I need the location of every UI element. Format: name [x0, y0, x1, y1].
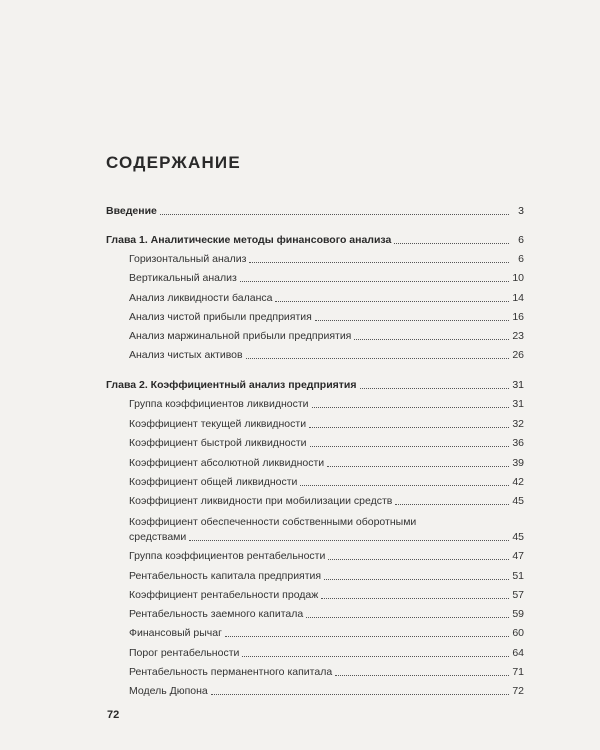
toc-entry-page: 47 — [512, 550, 524, 562]
toc-entry[interactable] — [129, 292, 524, 305]
dot-leader — [321, 598, 509, 599]
toc-entry-page: 45 — [512, 531, 524, 543]
toc-entry[interactable] — [129, 550, 524, 563]
toc-entry[interactable] — [129, 418, 524, 431]
toc-entry-page: 23 — [512, 330, 524, 342]
toc-entry-page: 51 — [512, 570, 524, 582]
toc-entry[interactable] — [129, 666, 524, 679]
dot-leader — [275, 301, 509, 302]
toc-entry-page: 10 — [512, 272, 524, 284]
dot-leader — [249, 262, 509, 263]
toc-entry-page: 32 — [512, 418, 524, 430]
toc-entry[interactable] — [129, 570, 524, 583]
toc-entry-page: 57 — [512, 589, 524, 601]
toc-entry-title: Рентабельность капитала предприятия — [129, 570, 322, 582]
toc-entry-title: Порог рентабельности — [129, 647, 240, 659]
dot-leader — [160, 214, 509, 215]
toc-entry-wrapped[interactable] — [129, 531, 524, 544]
toc-entry[interactable] — [129, 457, 524, 470]
dot-leader — [354, 339, 509, 340]
toc-entry-page: 72 — [512, 685, 524, 697]
toc-entry[interactable] — [129, 647, 524, 660]
toc-chapter-2[interactable] — [106, 379, 524, 392]
toc-entry[interactable] — [129, 398, 524, 411]
dot-leader — [189, 540, 509, 541]
toc-entry-wrapped-line1[interactable]: Коэффициент обеспеченности собственными оборотными — [129, 516, 417, 528]
dot-leader — [315, 320, 509, 321]
toc-entry[interactable] — [129, 589, 524, 602]
toc-entry-title: Анализ ликвидности баланса — [129, 292, 273, 304]
toc-entry[interactable] — [129, 349, 524, 362]
toc-entry-page: 71 — [512, 666, 524, 678]
toc-entry[interactable] — [129, 476, 524, 489]
dot-leader — [306, 617, 509, 618]
toc-entry-page: 36 — [512, 437, 524, 449]
page-title: СОДЕРЖАНИЕ — [106, 153, 241, 172]
dot-leader — [242, 656, 509, 657]
toc-chapter-title: Глава 1. Аналитические методы финансового анализа — [106, 234, 392, 246]
dot-leader — [395, 504, 509, 505]
dot-leader — [309, 427, 509, 428]
toc-entry[interactable] — [129, 495, 524, 508]
toc-entry-page: 64 — [512, 647, 524, 659]
dot-leader — [312, 407, 509, 408]
toc-entry[interactable] — [129, 330, 524, 343]
toc-entry-title: Рентабельность заемного капитала — [129, 608, 304, 620]
toc-entry-title: Группа коэффициентов ликвидности — [129, 398, 309, 410]
dot-leader — [324, 579, 509, 580]
dot-leader — [327, 466, 509, 467]
toc-entry-title: Вертикальный анализ — [129, 272, 237, 284]
toc-entry-page: 26 — [512, 349, 524, 361]
toc-chapter-1[interactable] — [106, 234, 524, 247]
toc-entry-title: Рентабельность перманентного капитала — [129, 666, 333, 678]
toc-entry-page: 42 — [512, 476, 524, 488]
toc-entry-title: Введение — [106, 205, 157, 217]
dot-leader — [225, 636, 509, 637]
toc-entry[interactable] — [129, 253, 524, 266]
toc-entry-page: 60 — [512, 627, 524, 639]
toc-entry-page: 14 — [512, 292, 524, 304]
toc-entry-title: Группа коэффициентов рентабельности — [129, 550, 326, 562]
toc-entry-title: Горизонтальный анализ — [129, 253, 247, 265]
toc-entry[interactable] — [129, 272, 524, 285]
dot-leader — [394, 243, 509, 244]
toc-entry-page: 39 — [512, 457, 524, 469]
toc-entry-page: 45 — [512, 495, 524, 507]
toc-entry-title: Коэффициент быстрой ликвидности — [129, 437, 307, 449]
toc-entry[interactable] — [129, 685, 524, 698]
toc-entry-title: Анализ маржинальной прибыли предприятия — [129, 330, 352, 342]
toc-chapter-page: 31 — [512, 379, 524, 391]
toc-entry-intro[interactable] — [106, 205, 524, 218]
page-number: 72 — [107, 709, 120, 721]
toc-entry-title: Коэффициент абсолютной ликвидности — [129, 457, 325, 469]
toc-entry-title: Анализ чистых активов — [129, 349, 243, 361]
dot-leader — [300, 485, 509, 486]
dot-leader — [310, 446, 509, 447]
toc-entry[interactable] — [129, 627, 524, 640]
toc-entry-page: 59 — [512, 608, 524, 620]
toc-entry-title: Анализ чистой прибыли предприятия — [129, 311, 312, 323]
toc-entry-title: Коэффициент рентабельности продаж — [129, 589, 319, 601]
toc-chapter-page: 6 — [518, 234, 524, 246]
toc-entry-title: средствами — [129, 531, 187, 543]
toc-entry-page: 6 — [518, 253, 524, 265]
toc-entry-title: Коэффициент ликвидности при мобилизации средств — [129, 495, 393, 507]
toc-entry[interactable] — [129, 608, 524, 621]
toc-entry-title: Модель Дюпона — [129, 685, 208, 697]
toc-entry-page: 3 — [518, 205, 524, 217]
dot-leader — [240, 281, 509, 282]
toc-entry-title: Коэффициент текущей ликвидности — [129, 418, 307, 430]
dot-leader — [328, 559, 509, 560]
toc-chapter-title: Глава 2. Коэффициентный анализ предприятия — [106, 379, 357, 391]
dot-leader — [211, 694, 509, 695]
dot-leader — [360, 388, 509, 389]
toc-entry-title: Коэффициент общей ликвидности — [129, 476, 298, 488]
toc-entry[interactable] — [129, 311, 524, 324]
dot-leader — [335, 675, 509, 676]
toc-entry[interactable] — [129, 437, 524, 450]
dot-leader — [246, 358, 509, 359]
toc-entry-title: Финансовый рычаг — [129, 627, 222, 639]
toc-entry-page: 16 — [512, 311, 524, 323]
toc-entry-page: 31 — [512, 398, 524, 410]
